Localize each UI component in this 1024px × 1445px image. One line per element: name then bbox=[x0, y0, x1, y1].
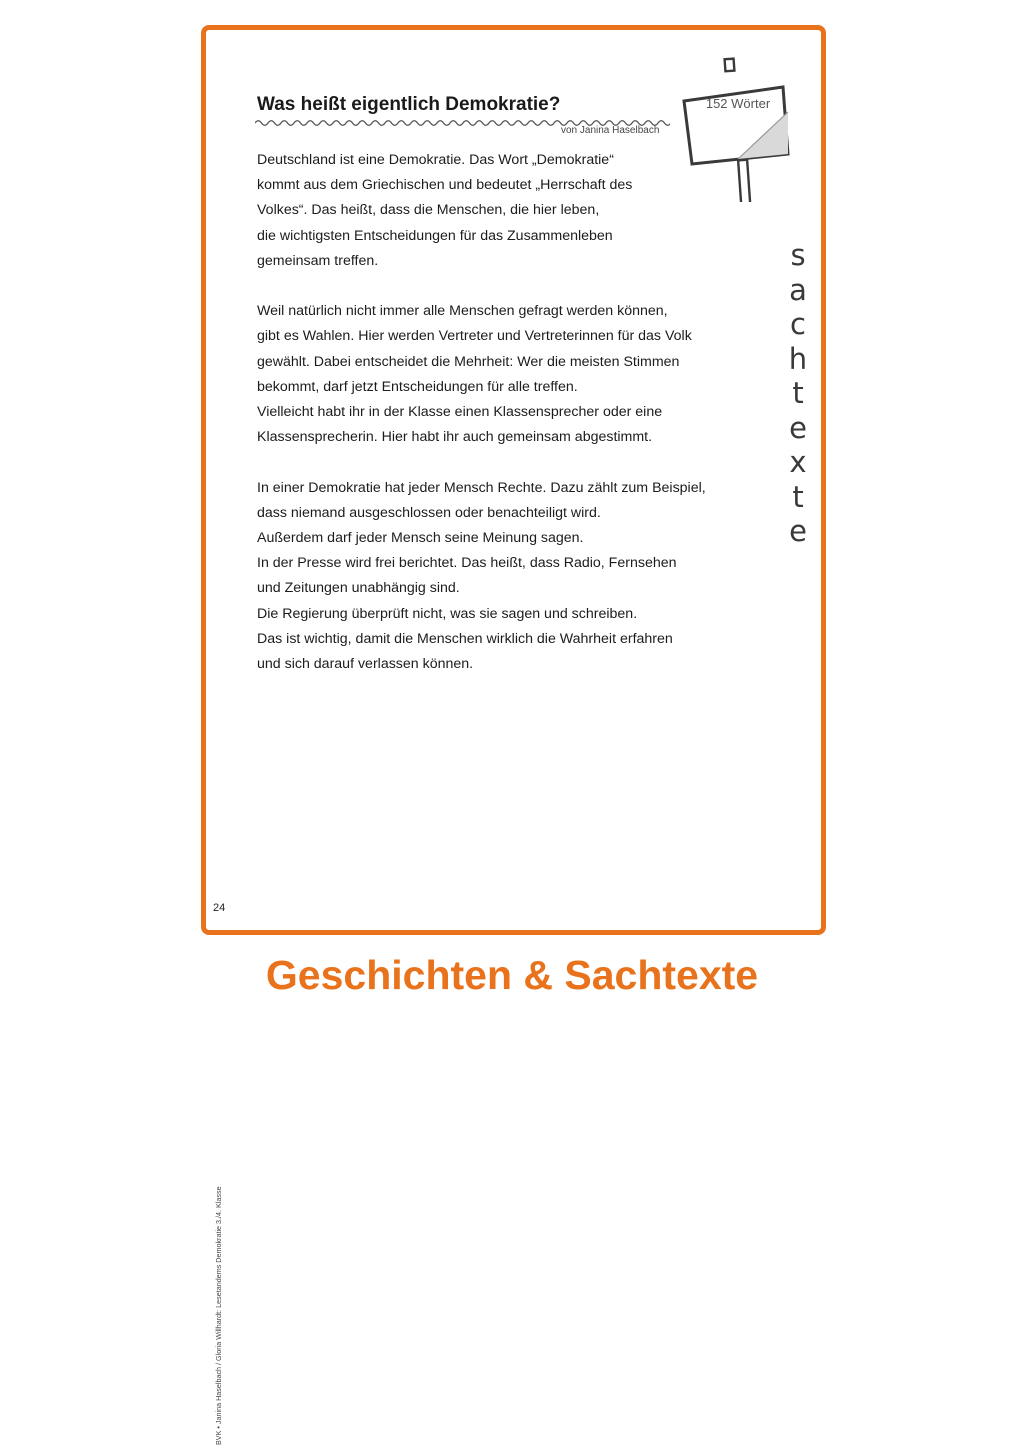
heading-letter: s bbox=[790, 238, 806, 272]
text-line: kommt aus dem Griechischen und bedeutet „Herrschaft des bbox=[257, 177, 633, 194]
vertical-section-heading bbox=[776, 238, 820, 549]
footer-title: Geschichten & Sachtexte bbox=[265, 952, 759, 998]
paragraph bbox=[257, 299, 757, 450]
text-line: gibt es Wahlen. Hier werden Vertreter und Vertreterinnen für das Volk bbox=[257, 328, 692, 345]
text-line: und sich darauf verlassen können. bbox=[257, 656, 474, 673]
text-line: Weil natürlich nicht immer alle Menschen gefragt werden können, bbox=[257, 303, 668, 320]
text-line: In einer Demokratie hat jeder Mensch Rechte. Dazu zählt zum Beispiel, bbox=[257, 479, 706, 496]
copyright-credit: BVK • Janina Haselbach / Gloria Willhardt: Lesetandems Demokratie 3./4. Klasse bbox=[214, 1186, 223, 1445]
text-line: Das ist wichtig, damit die Menschen wirklich die Wahrheit erfahren bbox=[257, 630, 673, 647]
text-line: Vielleicht habt ihr in der Klasse einen Klassensprecher oder eine bbox=[257, 404, 663, 421]
text-line: Deutschland ist eine Demokratie. Das Wort „Demokratie“ bbox=[257, 152, 614, 168]
heading-letter: e bbox=[789, 514, 807, 548]
heading-letter: x bbox=[789, 445, 807, 479]
page-number: 24 bbox=[213, 902, 226, 914]
text-line: gemeinsam treffen. bbox=[257, 252, 379, 269]
heading-letter: e bbox=[789, 410, 807, 445]
heading-letter: t bbox=[792, 376, 804, 410]
signpost-icon bbox=[676, 52, 806, 202]
heading-letter: h bbox=[788, 341, 808, 376]
article-title: Was heißt eigentlich Demokratie? bbox=[257, 94, 561, 115]
text-line: Die Regierung überprüft nicht, was sie sagen und schreiben. bbox=[257, 605, 638, 622]
text-line: die wichtigsten Entscheidungen für das Zusammenleben bbox=[257, 227, 613, 244]
paragraph bbox=[257, 476, 757, 678]
text-line: Volkes“. Das heißt, dass die Menschen, die hier leben, bbox=[257, 202, 600, 219]
article-body bbox=[257, 148, 757, 702]
heading-letter: a bbox=[789, 272, 807, 307]
text-line: dass niemand ausgeschlossen oder benachteiligt wird. bbox=[257, 504, 601, 521]
text-line: Außerdem darf jeder Mensch seine Meinung sagen. bbox=[257, 530, 584, 547]
text-line: Klassensprecherin. Hier habt ihr auch gemeinsam abgestimmt. bbox=[257, 429, 653, 446]
text-line: In der Presse wird frei berichtet. Das heißt, dass Radio, Fernsehen bbox=[257, 555, 677, 572]
text-line: und Zeitungen unabhängig sind. bbox=[257, 580, 460, 597]
heading-letter: t bbox=[792, 479, 804, 514]
article-author: von Janina Haselbach bbox=[561, 125, 660, 136]
text-line: bekommt, darf jetzt Entscheidungen für alle treffen. bbox=[257, 378, 578, 395]
word-count-label: 152 Wörter bbox=[705, 96, 771, 111]
heading-letter: c bbox=[790, 307, 806, 341]
text-line: gewählt. Dabei entscheidet die Mehrheit: Wer die meisten Stimmen bbox=[257, 353, 680, 370]
